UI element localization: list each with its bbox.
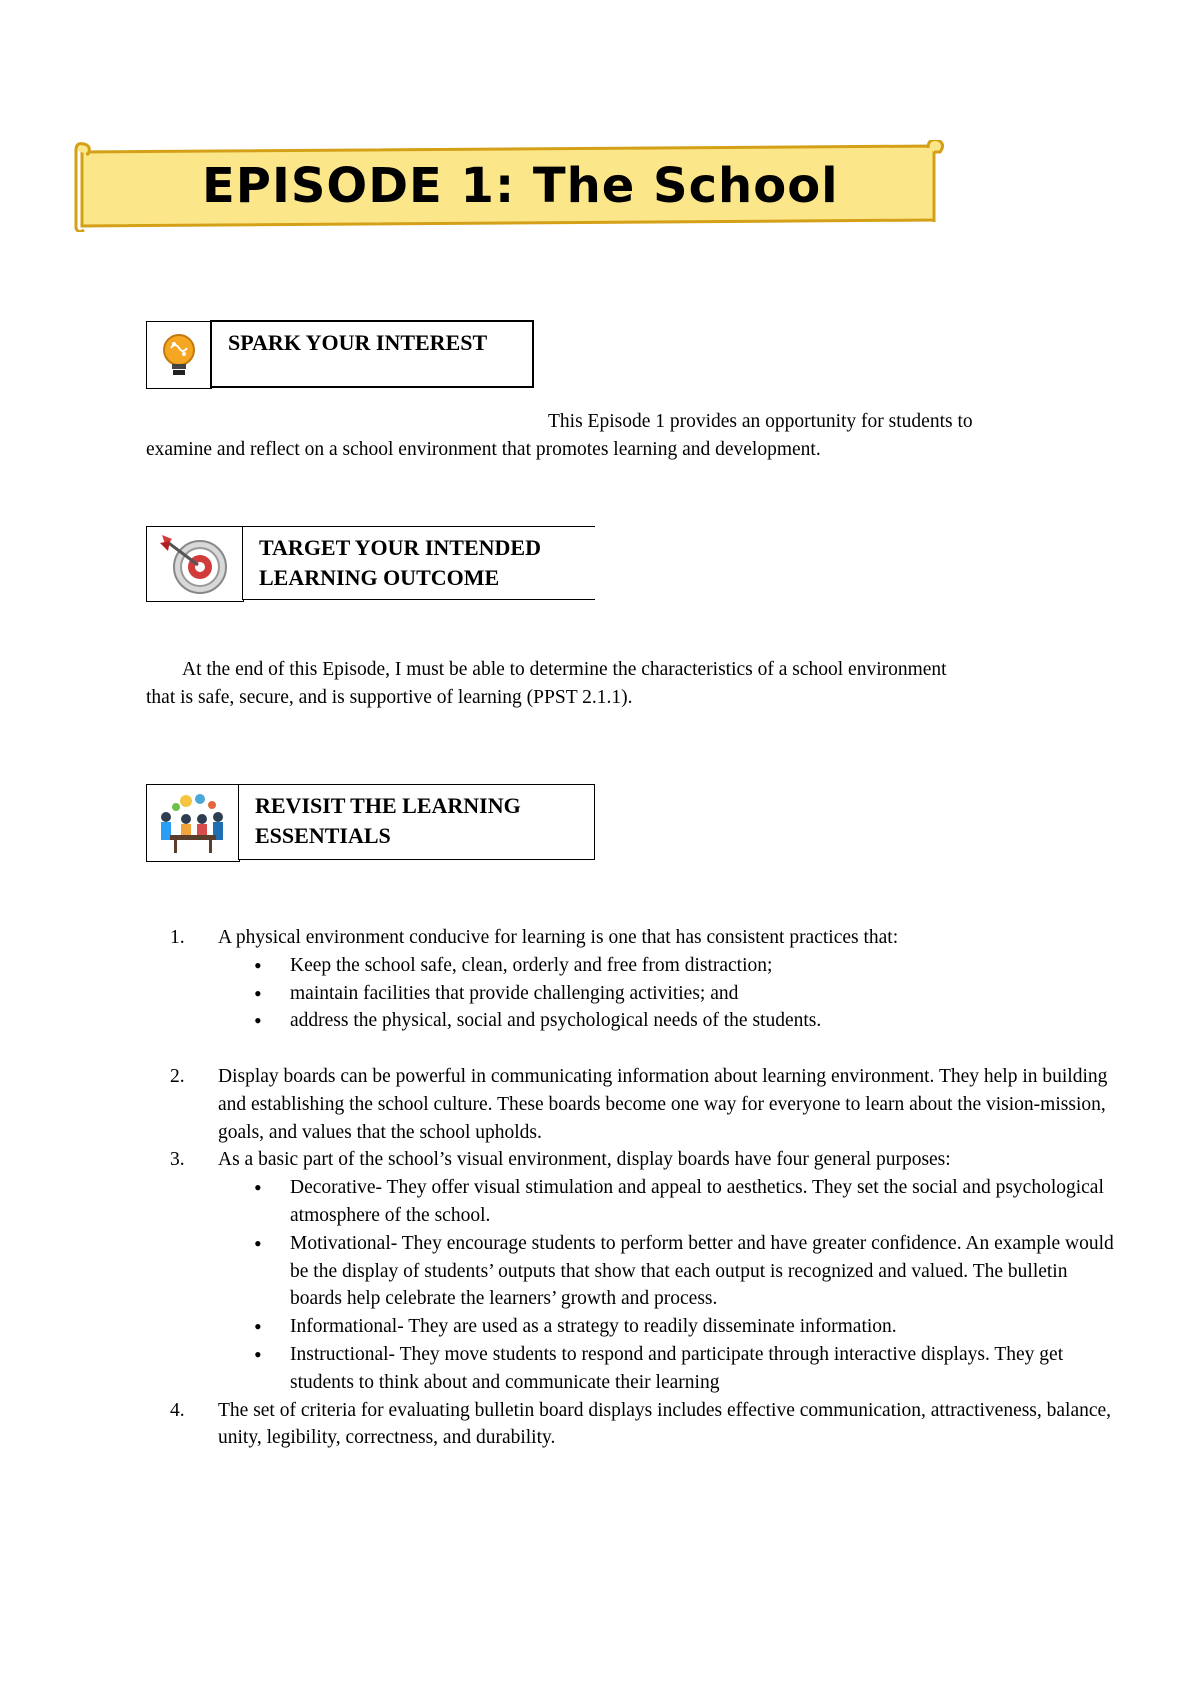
revisit-heading-line2: ESSENTIALS [255, 823, 391, 848]
title-banner [72, 140, 947, 232]
team-meeting-icon [156, 791, 230, 855]
list-number: 2. [170, 1065, 185, 1087]
list-item-text: Display boards can be powerful in communicating information about learning environment. They help in building and establishing the school culture. These boards become one way for everyone to learn about the vision-mission, goals, and values that the school upholds. [218, 1065, 1108, 1143]
bullet-list [218, 1174, 1118, 1396]
target-icon-box [146, 526, 244, 602]
list-item [170, 1146, 1118, 1396]
spark-heading-label: SPARK YOUR INTEREST [228, 330, 488, 355]
essentials-list [170, 924, 1118, 1452]
bullet-item: • address the physical, social and psychological needs of the students. [290, 1007, 1118, 1035]
bullet-item: • Motivational- They encourage students to perform better and have greater confidence. An example would be the display of students’ outputs that show that each output is recognized and valued. The bulletin boards help celebrate the learners’ growth and process. [290, 1230, 1118, 1313]
list-item [170, 1063, 1118, 1146]
revisit-heading-line1: REVISIT THE LEARNING [255, 793, 521, 818]
list-item [170, 924, 1118, 1035]
spark-icon-box [146, 321, 212, 389]
lightbulb-icon [159, 332, 199, 378]
spark-heading [210, 320, 534, 388]
bullet-item: • Keep the school safe, clean, orderly and free from distraction; [290, 952, 1118, 980]
bullet-item: • Decorative- They offer visual stimulation and appeal to aesthetics. They set the social and psychological atmosphere of the school. [290, 1174, 1118, 1230]
list-item [170, 1397, 1118, 1453]
target-icon [158, 533, 232, 595]
target-heading-line1: TARGET YOUR INTENDED [259, 535, 541, 560]
target-text-line1: At the end of this Episode, I must be able to determine the characteristics of a school environment [182, 659, 947, 680]
target-text-line2: that is safe, secure, and is supportive of learning (PPST 2.1.1). [146, 687, 633, 708]
list-number: 4. [170, 1399, 185, 1421]
revisit-icon-box [146, 784, 240, 862]
target-heading [242, 526, 595, 600]
list-item-text: A physical environment conducive for learning is one that has consistent practices that: [218, 927, 899, 948]
bullet-list [218, 952, 1118, 1035]
bullet-item: • maintain facilities that provide challenging activities; and [290, 980, 1118, 1008]
list-number: 1. [170, 927, 185, 948]
bullet-item: • Informational- They are used as a strategy to readily disseminate information. [290, 1313, 1118, 1341]
list-item-text: The set of criteria for evaluating bulletin board displays includes effective communication, attractiveness, balance, unity, legibility, correctness, and durability. [218, 1399, 1112, 1449]
list-number: 3. [170, 1149, 185, 1171]
revisit-heading [238, 784, 595, 860]
bullet-item: • Instructional- They move students to respond and participate through interactive displays. They get students to think about and communicate their learning [290, 1341, 1118, 1397]
page-title: EPISODE 1: The School [202, 158, 839, 214]
spark-text-line2: examine and reflect on a school environment that promotes learning and development. [146, 439, 821, 460]
spark-text-line1: This Episode 1 provides an opportunity for students to [548, 411, 973, 432]
list-item-text: As a basic part of the school’s visual environment, display boards have four general purposes: [218, 1149, 951, 1171]
target-heading-line2: LEARNING OUTCOME [259, 565, 500, 590]
